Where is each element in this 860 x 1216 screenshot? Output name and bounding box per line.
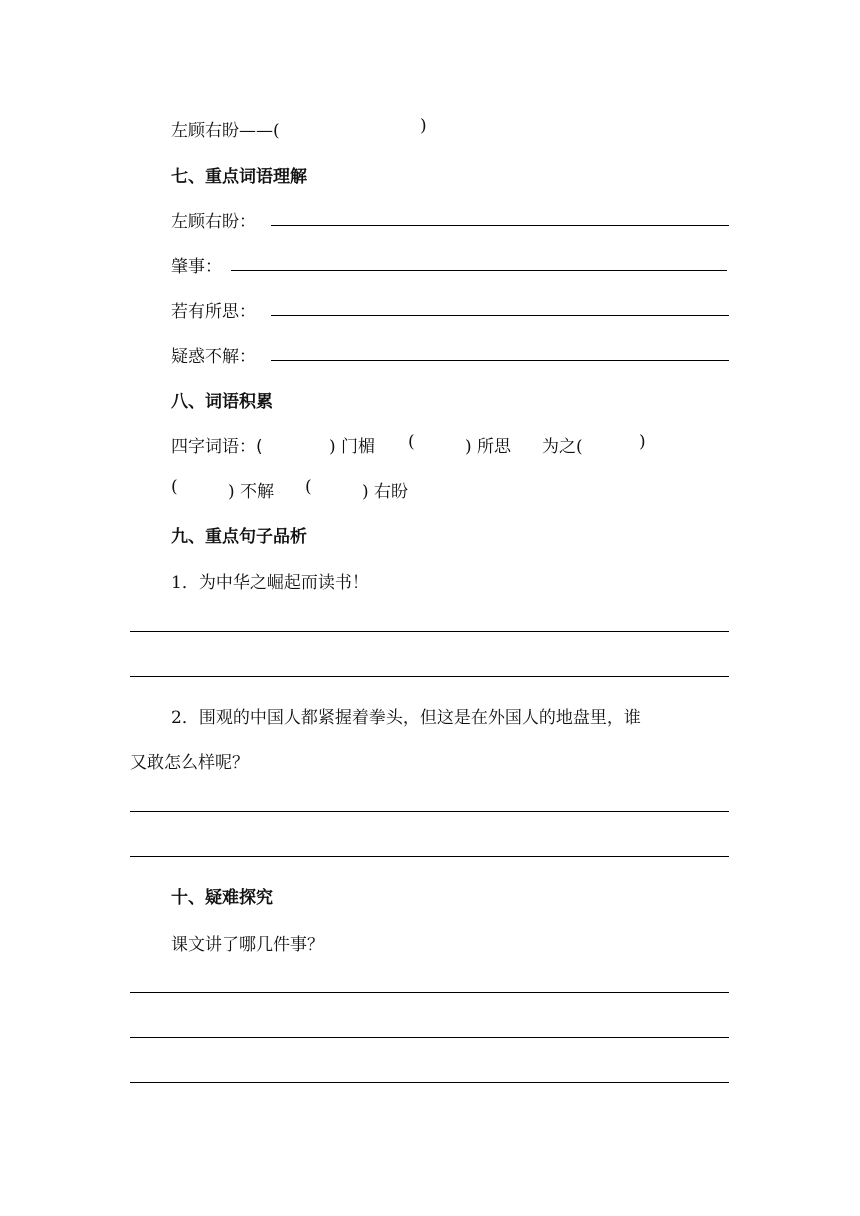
inquiry-answer-line-1[interactable] bbox=[130, 992, 729, 993]
idiom-row1-weizhi: 为之( bbox=[542, 437, 583, 457]
idiom-row1-prefix: 四字词语：( bbox=[171, 437, 263, 457]
idiom-row1-close3: ) bbox=[639, 432, 646, 452]
inquiry-question: 课文讲了哪几件事？ bbox=[171, 935, 324, 955]
section7-heading: 七、重点词语理解 bbox=[171, 167, 307, 187]
answer-line-zhaoshi[interactable] bbox=[231, 270, 727, 271]
idiom-row1-open2: ( bbox=[408, 432, 415, 452]
inquiry-answer-line-2[interactable] bbox=[130, 1037, 729, 1038]
section8-heading: 八、词语积累 bbox=[171, 392, 273, 412]
vocab-label-ruoyou: 若有所思： bbox=[171, 302, 256, 322]
answer-line-zuogu[interactable] bbox=[271, 225, 729, 226]
sentence-q1: 1．为中华之崛起而读书！ bbox=[171, 573, 369, 593]
section9-heading: 九、重点句子品析 bbox=[171, 527, 307, 547]
top-line-close-paren: ) bbox=[420, 116, 427, 136]
q2-answer-line-1[interactable] bbox=[130, 811, 729, 812]
q1-answer-line-1[interactable] bbox=[130, 631, 729, 632]
idiom-row2-youpan: ) 右盼 bbox=[362, 482, 409, 502]
vocab-label-zhaoshi: 肇事： bbox=[171, 257, 222, 277]
top-line-word: 左顾右盼——( bbox=[171, 121, 280, 141]
answer-line-yihuo[interactable] bbox=[271, 360, 729, 361]
idiom-row2-open2: ( bbox=[305, 477, 312, 497]
answer-line-ruoyou[interactable] bbox=[271, 315, 729, 316]
vocab-label-yihuo: 疑惑不解： bbox=[171, 347, 256, 367]
sentence-q2-line1: 2．围观的中国人都紧握着拳头，但这是在外国人的地盘里，谁 bbox=[171, 708, 641, 728]
inquiry-answer-line-3[interactable] bbox=[130, 1082, 729, 1083]
idiom-row2-open1: ( bbox=[171, 477, 178, 497]
idiom-row1-menmei: ) 门楣 bbox=[329, 437, 376, 457]
section10-heading: 十、疑难探究 bbox=[171, 888, 273, 908]
q2-answer-line-2[interactable] bbox=[130, 856, 729, 857]
vocab-label-zuogu: 左顾右盼： bbox=[171, 212, 256, 232]
idiom-row1-suosi: ) 所思 bbox=[465, 437, 512, 457]
sentence-q2-line2: 又敢怎么样呢？ bbox=[130, 753, 249, 773]
idiom-row2-bujie: ) 不解 bbox=[228, 482, 275, 502]
q1-answer-line-2[interactable] bbox=[130, 676, 729, 677]
